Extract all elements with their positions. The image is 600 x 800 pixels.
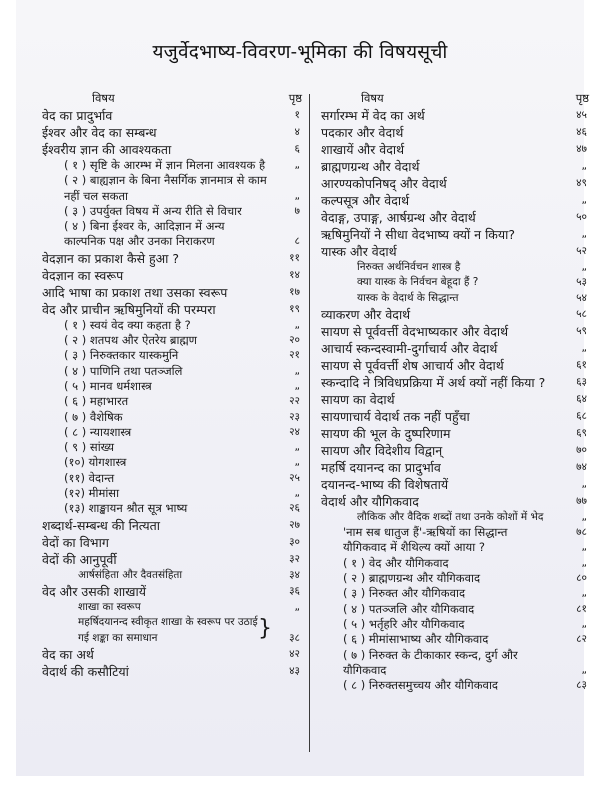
toc-entry [321,226,589,243]
toc-entry-title: वेदार्थ की कसौटियां [42,663,129,679]
column-header [42,91,302,107]
toc-entry-title: वेदों का विभाग [42,534,109,550]
toc-entry-page: „ [581,341,587,354]
toc-entry-page: ३४ [289,568,300,581]
toc-entry-page: „ [294,487,300,500]
toc-entry-page: ८३ [576,679,587,692]
toc-entry-page: ४ [294,126,300,138]
subject-header: विषय [361,91,384,105]
page-title: यजुर्वेदभाष्य-विवरण-भूमिका की विषयसूची [152,41,448,63]
toc-entry-page: २७ [289,518,300,531]
toc-entry [321,340,589,357]
toc-entry [42,410,302,425]
toc-entry-page: ५२ [576,245,587,257]
toc-entry-title: शब्दार्थ-सम्बन्ध की नित्यता [42,517,161,533]
toc-entry [42,364,302,379]
toc-entry-title: यास्क के वेदार्थ के सिद्धान्त [357,291,459,304]
toc-entry [321,525,589,540]
toc-entry [42,107,302,124]
toc-entry-page: ५४ [576,291,587,304]
toc-entry-page: ४५ [576,109,587,121]
toc-entry [42,471,302,486]
toc-entry-title: ब्राह्मणग्रन्थ और वेदार्थ [321,159,420,174]
toc-entry-title: 'नाम सब धातुज हैं'-ऋषियों का सिद्धान्त [343,525,508,540]
toc-entry [42,455,302,470]
toc-entry-page: „ [581,160,587,172]
toc-entry-page: „ [294,600,300,613]
toc-entry-title: आदि भाषा का प्रकाश तथा उसका स्वरूप [42,284,228,300]
toc-entry [42,141,302,158]
toc-entry-title: सायणाचार्य वेदार्थ तक नहीं पहुँचा [321,408,470,424]
toc-entry [321,192,589,209]
toc-entry-title: वेदार्थ और यौगिकवाद [321,493,419,509]
toc-entry-title: सायण से पूर्ववर्त्ती वेदभाष्यकार और वेदार्थ [321,323,509,339]
toc-entry-page: ७७ [576,494,587,507]
toc-entry-title: ( ६ ) महाभारत [64,394,129,409]
toc-entry-title: ( ६ ) मीमांसाभाष्य और यौगिकवाद [343,632,489,647]
toc-entry-page: „ [581,261,587,273]
toc-entry-title: सर्गारम्भ में वेद का अर्थ [321,108,425,123]
document-page [16,0,589,776]
toc-entry-page: ६ [294,143,300,155]
toc-entry-title: ( ७ ) वैशेषिक [64,409,123,424]
toc-entry-title: ( ३ ) निरुक्तकार यास्कमुनि [64,348,179,363]
subject-header: विषय [92,91,115,105]
toc-entry-title: ( ४ ) पतञ्जलि और यौगिकवाद [343,601,475,616]
toc-entry-page: „ [581,663,587,676]
toc-entry-page: ६१ [576,358,587,371]
toc-entry-title: ( ५ ) भर्तृहरि और यौगिकवाद [343,616,465,631]
toc-entry [42,646,302,663]
toc-entry [42,379,302,394]
toc-entry-title: ( ३ ) निरुक्त और यौगिकवाद [343,586,466,601]
toc-entry [321,510,589,525]
toc-entry-title: ( ८ ) निरुक्तसमुच्चय और यौगिकवाद [343,678,499,693]
toc-entry [321,306,589,323]
toc-entry [321,175,589,192]
toc-entry-page: २३ [289,410,300,423]
toc-entry-title: ( २ ) बाह्यज्ञान के बिना नैसर्गिक ज्ञानमात्र से काम नहीं चल सकता [64,173,267,203]
toc-entry-title: ऋषिमुनियों ने सीधा वेदभाष्य क्यों न किया? [321,227,516,242]
toc-entry [321,425,589,442]
column-divider [309,94,310,752]
toc-entry-page: „ [581,228,587,240]
toc-entry-title: वेदाङ्ग, उपाङ्ग, आर्षग्रन्थ और वेदार्थ [321,210,476,225]
toc-entry [42,583,302,600]
toc-entry [42,534,302,551]
toc-entry-page: ३८ [289,631,300,644]
toc-entry-page: ४२ [289,647,300,660]
toc-entry-page: ८१ [576,602,587,615]
toc-entry-page: „ [581,587,587,600]
toc-entry [42,267,302,284]
toc-entry-page: १४ [289,268,300,281]
toc-entry-page: ४३ [289,664,300,677]
toc-entry-title: ( २ ) ब्राह्मणग्रन्थ और यौगिकवाद [343,571,481,586]
toc-entry [42,250,302,267]
toc-entry [42,486,302,501]
toc-entry [321,357,589,374]
toc-entry-page: „ [294,379,300,392]
toc-entry-page: „ [581,541,587,554]
toc-entry [321,124,589,141]
toc-entry-title: ( ४ ) पाणिनि तथा पतञ्जलि [64,363,183,378]
toc-left-list [42,107,302,680]
toc-entry [321,442,589,459]
toc-entry-title: वेदों की आनुपूर्वी [42,551,117,567]
toc-entry-title: ईश्वरीय ज्ञान की आवश्यकता [42,142,172,157]
toc-entry [321,556,589,571]
toc-entry-page: २० [289,334,300,347]
toc-entry-title: (११) वेदान्त [64,470,115,485]
toc-entry [42,124,302,141]
toc-entry [321,571,589,586]
toc-entry-title: (१२) मीमांसा [64,486,120,501]
toc-entry [42,615,302,646]
toc-entry-page: २२ [289,395,300,408]
toc-entry-page: ३० [289,535,300,548]
toc-entry-page: ६३ [576,375,587,388]
toc-entry-title: ( १ ) सृष्टि के आरम्भ में ज्ञान मिलना आवश्यक है [64,158,266,172]
toc-entry-page: „ [581,556,587,569]
toc-entry-title: ( १ ) वेद और यौगिकवाद [343,555,449,570]
toc-entry [42,204,302,219]
toc-entry-title: आचार्य स्कन्दस्वामी-दुर्गाचार्य और वेदार्थ [321,340,498,356]
toc-entry-title: महर्षि दयानन्द का प्रादुर्भाव [321,459,441,475]
toc-entry [321,459,589,476]
page-header: पृष्ठ [575,91,589,105]
toc-entry-page: ३२ [289,552,300,565]
toc-entry-title: ( ४ ) बिना ईश्वर के, आदिज्ञान में अन्य काल्पनिक पक्ष और उनका निराकरण [64,219,225,249]
toc-entry [42,158,302,173]
brace-icon: } [258,616,272,642]
toc-entry [321,391,589,408]
toc-entry-page: ७४ [576,460,587,473]
toc-entry [321,107,589,124]
toc-entry-title: ( ८ ) न्यायशास्त्र [64,424,132,439]
toc-entry-title: ( ९ ) सांख्य [64,440,115,455]
toc-entry-title: (१३) शाङ्खायन श्रौत सूत्र भाष्य [64,501,188,516]
toc-entry-page: ४९ [576,177,587,189]
toc-entry-title: सायण का वेदार्थ [321,391,395,407]
toc-entry-title: आर्षसंहिता और दैवतसंहिता [78,568,183,581]
toc-entry-title: ( ३ ) उपर्युक्त विषय में अन्य रीति से विचार [64,203,242,218]
toc-entry-page: ५३ [576,276,587,289]
toc-entry [42,663,302,680]
toc-entry [321,209,589,226]
toc-entry [321,141,589,158]
toc-entry-page: „ [294,364,300,377]
toc-entry [42,301,302,318]
toc-entry [42,394,302,409]
toc-entry-title: वेदज्ञान का स्वरूप [42,267,124,283]
toc-entry-page: „ [294,456,300,469]
toc-entry-title: ( २ ) शतपथ और ऐतरेय ब्राह्मण [64,333,197,348]
toc-entry-title: सायण से पूर्ववर्त्ती शेष आचार्य और वेदार्थ [321,357,504,373]
toc-entry-title: पदकार और वेदार्थ [321,125,404,140]
toc-entry-page: „ [581,510,587,523]
toc-entry-page: ५८ [576,307,587,320]
toc-entry-page: ७ [294,204,300,217]
toc-entry [321,493,589,510]
toc-entry-title: शाखायें और वेदार्थ [321,142,405,157]
toc-entry-page: २६ [289,502,300,515]
toc-entry [321,602,589,617]
toc-entry-page: „ [294,189,300,202]
toc-entry-page: „ [581,194,587,206]
toc-entry-page: ८० [576,572,587,585]
toc-entry-title: दयानन्द-भाष्य की विशेषतायें [321,476,449,492]
toc-entry-page: „ [294,441,300,454]
toc-entry-page: „ [581,477,587,490]
toc-entry-page: ११ [289,251,300,264]
toc-entry-page: ५९ [576,324,587,337]
toc-entry-page: „ [581,617,587,630]
toc-entry [42,568,302,583]
toc-entry-title: वेद का प्रादुर्भाव [42,108,113,123]
page-header: पृष्ठ [288,91,302,105]
toc-entry-page: २५ [289,471,300,484]
toc-entry-title: आरण्यकोपनिषद् और वेदार्थ [321,176,447,191]
toc-entry-page: ८ [294,235,300,248]
toc-right-column [321,91,589,693]
toc-entry [321,158,589,175]
toc-entry [42,284,302,301]
toc-entry [42,219,302,250]
toc-entry-page: ६९ [576,426,587,439]
toc-entry-title: यौगिकवाद में शैथिल्य क्यों आया ? [343,540,485,555]
toc-entry-title: स्कन्दादि ने त्रिविधप्रक्रिया में अर्थ क्यों नहीं किया ? [321,374,546,390]
column-header [321,91,589,107]
toc-entry [321,243,589,260]
toc-entry [321,408,589,425]
toc-entry [321,586,589,601]
toc-entry [42,173,302,204]
toc-entry-page: ४६ [576,126,587,138]
toc-entry-page: २४ [289,425,300,438]
toc-entry-title: निरुक्त अर्थनिर्वचन शास्त्र है [357,261,461,273]
toc-entry [42,333,302,348]
toc-left-column [42,91,302,680]
toc-entry [321,648,589,679]
toc-entry [321,291,589,306]
toc-entry-page: „ [294,318,300,331]
toc-entry-title: वेद और उसकी शाखायें [42,583,146,599]
toc-entry [321,323,589,340]
toc-entry-title: ( १ ) स्वयं वेद क्या कहता है ? [64,317,191,332]
toc-entry-page: ६४ [576,392,587,405]
toc-entry-title: ( ७ ) निरुक्त के टीकाकार स्कन्द, दुर्ग और यौगिकवाद [343,647,518,677]
toc-entry-title: सायण की भूल के दुष्परिणाम [321,425,451,441]
toc-entry-page: ४७ [576,143,587,155]
toc-entry [321,260,589,275]
toc-entry-title: लौकिक और वैदिक शब्दों तथा उनके कोशों में भेद [357,510,544,523]
toc-entry-title: वेद का अर्थ [42,646,94,662]
toc-entry [42,600,302,615]
toc-entry-title: व्याकरण और वेदार्थ [321,306,411,322]
toc-entry-page: ५० [576,211,587,223]
toc-entry-page: ८२ [576,633,587,646]
toc-entry-title: महर्षिदयानन्द स्वीकृत शाखा के स्वरूप पर उठाई गई शङ्का का समाधान [78,616,258,644]
toc-entry-page: १७ [289,285,300,298]
toc-entry [321,617,589,632]
toc-entry [42,318,302,333]
toc-entry [42,501,302,516]
toc-entry-title: शाखा का स्वरूप [78,600,141,613]
toc-entry-title: (१०) योगशास्त्र [64,455,127,470]
toc-entry-page: १ [294,109,300,121]
toc-entry-page: ७८ [576,526,587,539]
toc-entry [42,517,302,534]
toc-entry-page: ३६ [289,584,300,597]
toc-entry [321,540,589,555]
toc-entry-title: ( ५ ) मानव धर्मशास्त्र [64,378,152,393]
toc-entry [42,440,302,455]
toc-entry-title: वेदज्ञान का प्रकाश कैसे हुआ ? [42,250,180,266]
toc-entry [42,348,302,363]
toc-entry-page: ६८ [576,409,587,422]
toc-entry [42,551,302,568]
toc-entry [321,476,589,493]
toc-entry [321,632,589,647]
toc-entry-title: वेद और प्राचीन ऋषिमुनियों की परम्परा [42,301,216,317]
toc-entry [42,425,302,440]
toc-entry-title: यास्क और वेदार्थ [321,244,397,259]
toc-entry-title: सायण और विदेशीय विद्वान् [321,442,443,458]
toc-entry [321,678,589,693]
toc-entry-page: २१ [289,349,300,362]
toc-entry-page: ७० [576,443,587,456]
toc-entry [321,275,589,290]
toc-entry-page: १९ [289,302,300,315]
toc-entry [321,374,589,391]
toc-entry-title: ईश्वर और वेद का सम्बन्ध [42,125,157,140]
toc-entry-title: क्या यास्क के निर्वचन बेहूदा हैं ? [357,276,479,289]
toc-entry-title: कल्पसूत्र और वेदार्थ [321,193,410,208]
toc-entry-page: „ [294,159,300,171]
toc-right-list [321,107,589,693]
